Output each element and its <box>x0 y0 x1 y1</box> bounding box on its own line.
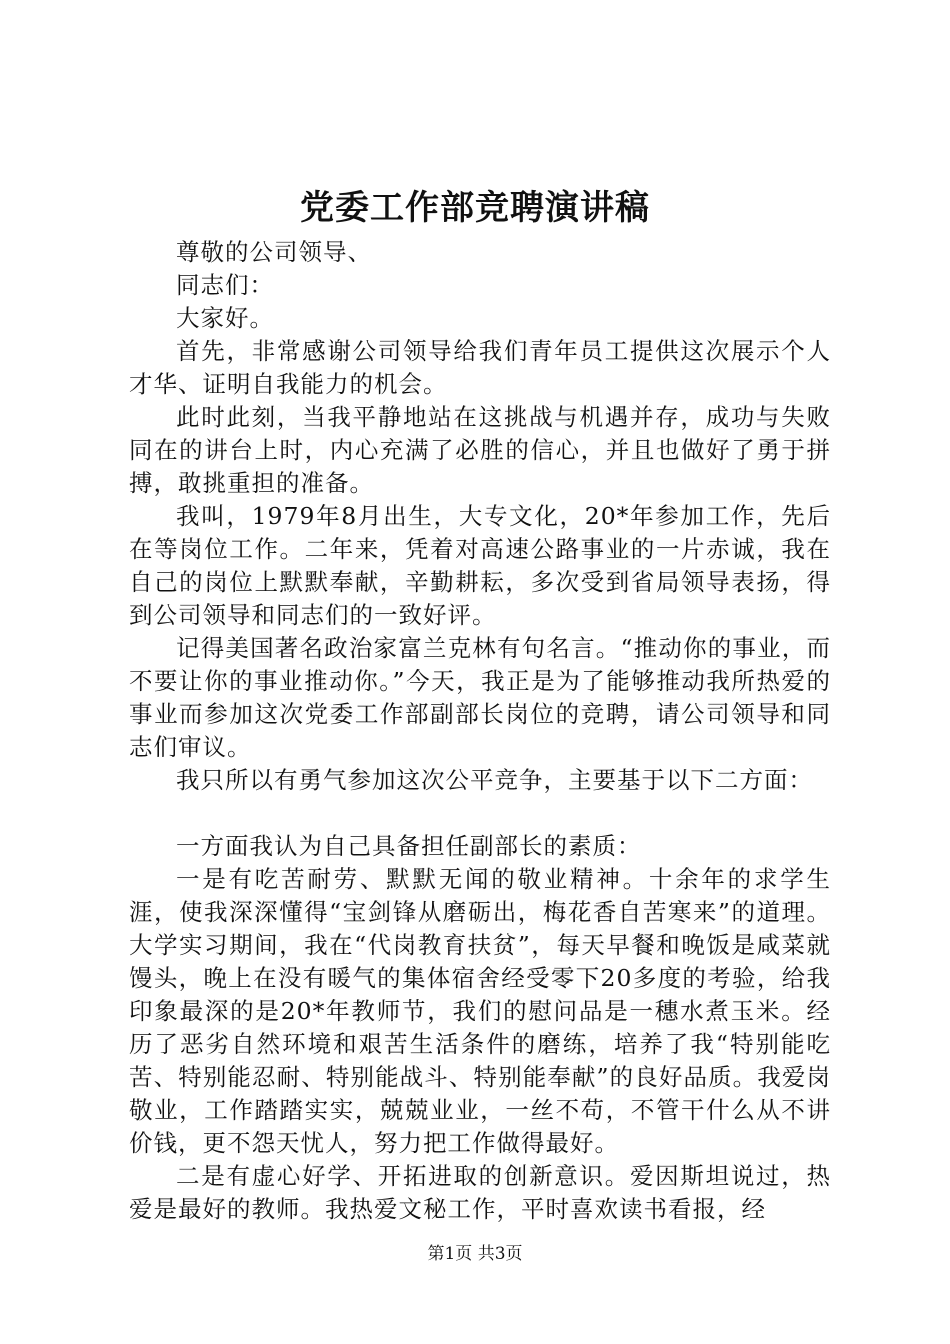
paragraph-reasons-intro: 我只所以有勇气参加这次公平竞争，主要基于以下二方面： <box>176 766 813 794</box>
paragraph-salutation-comrades: 同志们： <box>176 271 274 299</box>
paragraph-quality-one: 一是有吃苦耐劳、默默无闻的敬业精神。十余年的求学生涯，使我深深懂得“宝剑锋从磨砺出，梅花香自苦寒来”的道理。大学实习期间，我在“代岗教育扶贫”，每天早餐和晚饭是咸菜就馒头，晚上在没有暖气的集体宿舍经受零下20多度的考验，给我印象最深的是20*年教师节，我们的慰问品是一穗水煮玉米。经历了恶劣自然环境和艰苦生活条件的磨练，培养了我“特别能吃苦、特别能忍耐、特别能战斗、特别能奉献”的良好品质。我爱岗敬业，工作踏踏实实，兢兢业业，一丝不苟，不管干什么从不讲价钱，更不怨天忧人，努力把工作做得最好。 <box>129 865 831 1157</box>
document-body <box>129 236 831 1226</box>
document-title: 党委工作部竞聘演讲稿 <box>300 188 650 228</box>
paragraph-salutation-leaders: 尊敬的公司领导、 <box>176 238 372 266</box>
paragraph-confidence: 此时此刻，当我平静地站在这挑战与机遇并存，成功与失败同在的讲台上时，内心充满了必胜的信心，并且也做好了勇于拼搏，敢挑重担的准备。 <box>129 403 831 497</box>
paragraph-franklin-quote: 记得美国著名政治家富兰克林有句名言。“推动你的事业，而不要让你的事业推动你。”今天，我正是为了能够推动我所热爱的事业而参加这次党委工作部副部长岗位的竞聘，请公司领导和同志们审议。 <box>129 634 831 761</box>
paragraph-greeting: 大家好。 <box>176 304 274 332</box>
page-footer: 第1页 共3页 <box>427 1244 523 1264</box>
paragraph-quality-two: 二是有虚心好学、开拓进取的创新意识。爱因斯坦说过，热爱是最好的教师。我热爱文秘工作，平时喜欢读书看报，经 <box>129 1162 831 1223</box>
paragraph-qualities-heading: 一方面我认为自己具备担任副部长的素质： <box>176 832 642 860</box>
paragraph-thanks: 首先，非常感谢公司领导给我们青年员工提供这次展示个人才华、证明自我能力的机会。 <box>129 337 831 398</box>
paragraph-self-introduction: 我叫，1979年8月出生，大专文化，20*年参加工作，先后在等岗位工作。二年来，凭着对高速公路事业的一片赤诚，我在自己的岗位上默默奉献，辛勤耕耘，多次受到省局领导表扬，得到公司领导和同志们的一致好评。 <box>129 502 831 629</box>
